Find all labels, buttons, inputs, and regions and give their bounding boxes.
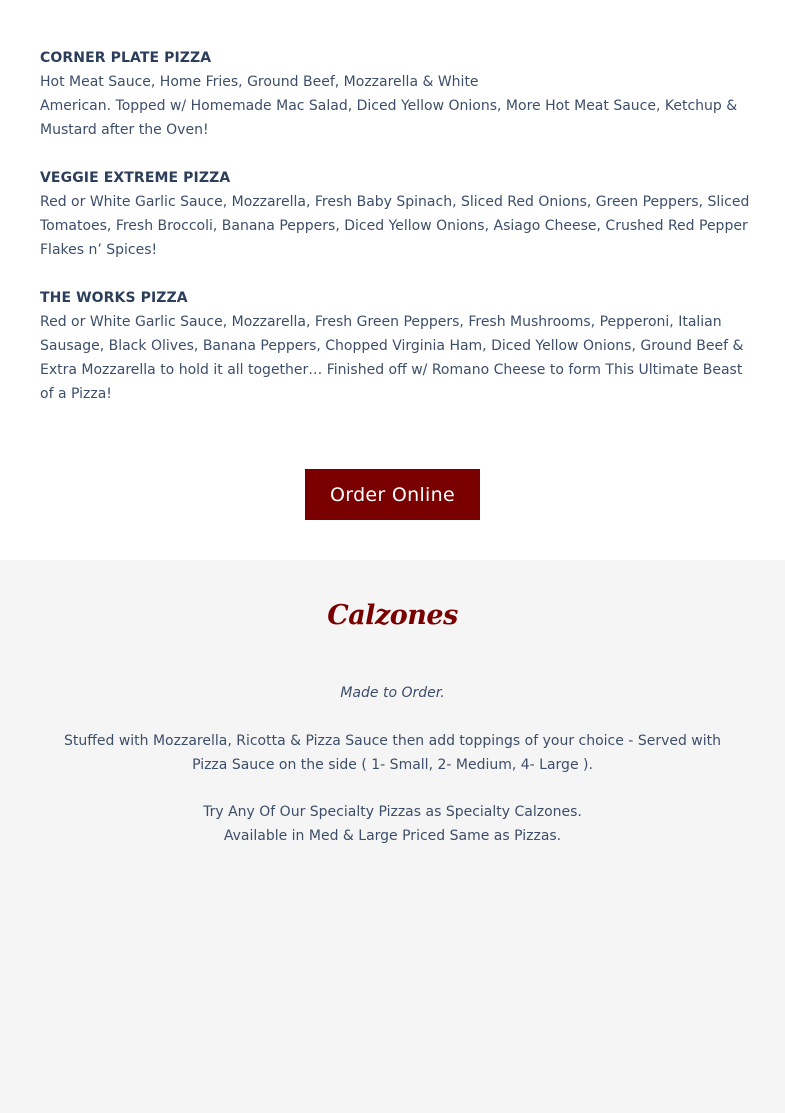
menu-item-veggie-extreme <box>40 166 750 262</box>
menu-item-name: THE WORKS PIZZA <box>40 290 188 306</box>
menu-item-the-works <box>40 286 750 406</box>
menu-item-description: Red or White Garlic Sauce, Mozzarella, Fresh Green Peppers, Fresh Mushrooms, Pepperoni, Italian Sausage, Black Olives, Banana Peppers, Chopped Virginia Ham, Diced Yellow Onions, Ground Beef & Extra Mozzarella to hold it all together… Finished off w/ Romano Cheese to form This Ultimate Beast of a Pizza! <box>40 314 744 402</box>
menu-item-corner-plate <box>40 46 750 142</box>
menu-item-description <box>40 70 750 142</box>
menu-item-name: VEGGIE EXTREME PIZZA <box>40 170 231 186</box>
calzones-title: Calzones <box>327 600 458 631</box>
calzones-section <box>0 560 785 1113</box>
specialty-calzone-line2: Available in Med & Large Priced Same as Pizzas. <box>223 828 562 844</box>
calzone-description: Stuffed with Mozzarella, Ricotta & Pizza Sauce then add toppings of your choice - Served with Pizza Sauce on the side ( 1- Small, 2- Medium, 4- Large ). <box>63 733 722 773</box>
made-to-order-text: Made to Order. <box>340 685 445 701</box>
menu-item-description: Red or White Garlic Sauce, Mozzarella, Fresh Baby Spinach, Sliced Red Onions, Green Peppers, Sliced Tomatoes, Fresh Broccoli, Banana Peppers, Diced Yellow Onions, Asiago Cheese, Crushed Red Pepper Flakes n’ Spices! <box>40 194 750 258</box>
specialty-calzone-note <box>50 800 735 848</box>
menu-list <box>40 46 750 430</box>
menu-item-description-line1: Hot Meat Sauce, Home Fries, Ground Beef, Mozzarella & White <box>40 74 479 90</box>
order-online-button[interactable]: Order Online <box>305 469 480 520</box>
menu-item-name: CORNER PLATE PIZZA <box>40 50 212 66</box>
specialty-calzone-line1: Try Any Of Our Specialty Pizzas as Specialty Calzones. <box>203 804 582 820</box>
menu-item-description-line2: American. Topped w/ Homemade Mac Salad, Diced Yellow Onions, More Hot Meat Sauce, Ketchup & Mustard after the Oven! <box>40 98 738 138</box>
